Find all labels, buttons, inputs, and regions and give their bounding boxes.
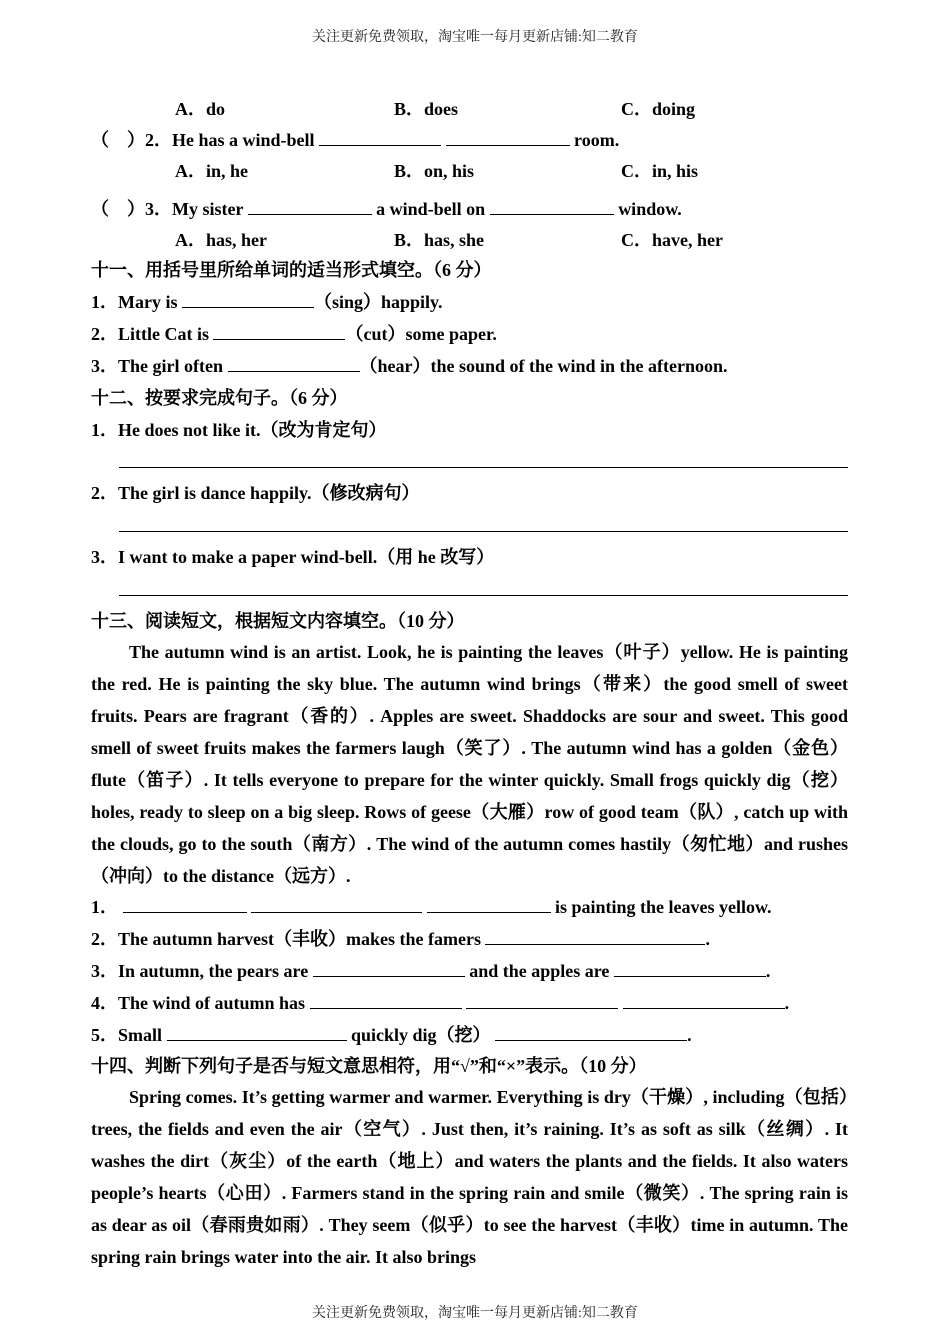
s11-post-3: （hear）the sound of the wind in the afternoon. (359, 356, 728, 376)
s13-q4-blank-2[interactable] (466, 993, 618, 1009)
s13-q5-pre: Small (118, 1025, 163, 1045)
q2-option-a: A．in, he (175, 161, 249, 181)
q1-option-c: C．doing (621, 99, 696, 119)
s12-item-2: 2．The girl is dance happily.（修改病句） (91, 483, 420, 503)
q3-prefix: （ ）3．My sister (91, 199, 244, 219)
s13-q3-blank-2[interactable] (614, 961, 766, 977)
s13-q3-num: 3． (91, 961, 118, 981)
s13-q1-blank-3[interactable] (427, 897, 551, 913)
s13-q2 (91, 927, 710, 951)
s13-q2-blank[interactable] (485, 929, 705, 945)
page-header-note: 关注更新免费领取，淘宝唯一每月更新店铺:知二教育 (312, 30, 638, 45)
s11-blank-2[interactable] (213, 324, 345, 340)
q2-prefix: （ ）2．He has a wind-bell (91, 130, 315, 150)
q3-blank-1[interactable] (248, 199, 372, 215)
q2-blank-2[interactable] (446, 130, 570, 146)
q3-option-a: A．has, her (175, 230, 268, 250)
s12-answer-line-2[interactable] (119, 531, 848, 532)
s13-q4-post: . (784, 993, 790, 1013)
s13-q5-mid: quickly dig（挖） (351, 1025, 491, 1045)
q3-mid: a wind-bell on (376, 199, 486, 219)
s11-item-3 (91, 354, 848, 378)
s12-item-1: 1．He does not like it.（改为肯定句） (91, 420, 387, 440)
s12-answer-line-1[interactable] (119, 467, 848, 468)
q3-blank-2[interactable] (490, 199, 614, 215)
q2-blank-1[interactable] (319, 130, 441, 146)
s11-num-3: 3． (91, 356, 118, 376)
mc-question-2 (91, 128, 848, 152)
q2-option-b: B．on, his (394, 161, 475, 181)
s11-pre-1: Mary is (118, 292, 178, 312)
section-14-title: 十四、判断下列句子是否与短文意思相符，用“√”和“×”表示。（10 分） (91, 1056, 647, 1076)
section-13-title: 十三、阅读短文，根据短文内容填空。（10 分） (91, 611, 465, 631)
section-14-passage: Spring comes. It’s getting warmer and warmer. Everything is dry（干燥）, including（包括）trees, the fields and even the air（空气）. Just then, it’s raining. It’s as soft as silk（丝绸）. It washes the dirt（灰尘）of the earth（地上）and waters the plants and the fields. It also waters people’s hearts（心田）. Farmers stand in the spring rain and smile（微笑）. The spring rain is as dear as oil（春雨贵如雨）. They seem（似乎）to see the harvest（丰收）time in autumn. The spring rain brings water into the air. It also brings (91, 1087, 848, 1267)
s12-answer-line-3[interactable] (119, 595, 848, 596)
s11-item-1 (91, 290, 848, 314)
s13-q1-num: 1． (91, 897, 118, 917)
s13-q1 (91, 895, 772, 919)
mc-question-3 (91, 197, 848, 221)
s13-q4-num: 4． (91, 993, 118, 1013)
q2-option-c: C．in, his (621, 161, 699, 181)
page-footer-note: 关注更新免费领取，淘宝唯一每月更新店铺:知二教育 (312, 1306, 638, 1321)
s13-q1-blank-2[interactable] (251, 897, 422, 913)
s13-q4-blank-3[interactable] (623, 993, 785, 1009)
s13-q4-blank-1[interactable] (310, 993, 462, 1009)
q3-suffix: window. (618, 199, 682, 219)
s13-q5-post: . (687, 1025, 692, 1045)
s11-item-2 (91, 322, 848, 346)
s11-num-1: 1． (91, 292, 118, 312)
section-13-passage: The autumn wind is an artist. Look, he is painting the leaves（叶子）yellow. He is painting the red. He is painting the sky blue. The autumn wind brings（带来）the good smell of sweet fruits. Pears are fragrant（香的）. Apples are sweet. Shaddocks are sour and sweet. This good smell of sweet fruits makes the farmers laugh（笑了）. The autumn wind has a golden（金色）flute（笛子）. It tells everyone to prepare for the winter quickly. Small frogs quickly dig（挖）holes, ready to sleep on a big sleep. Rows of geese（大雁）row of good team（队）, catch up with the clouds, go to the south（南方）. The wind of the autumn comes hastily（匆忙地）and rushes（冲向）to the distance（远方）. (91, 642, 848, 886)
s13-q3-mid: and the apples are (469, 961, 610, 981)
s11-pre-3: The girl often (118, 356, 223, 376)
q3-option-b: B．has, she (394, 230, 485, 250)
s13-q2-num: 2． (91, 929, 118, 949)
s11-blank-3[interactable] (228, 356, 360, 372)
s13-q5-blank-2[interactable] (495, 1025, 687, 1041)
s13-q5-num: 5． (91, 1025, 118, 1045)
s11-num-2: 2． (91, 324, 118, 344)
section-12-title: 十二、按要求完成句子。（6 分） (91, 388, 348, 408)
s13-q4-pre: The wind of autumn has (118, 993, 306, 1013)
section-11-title: 十一、用括号里所给单词的适当形式填空。（6 分） (91, 260, 492, 280)
s13-q1-post: is painting the leaves yellow. (555, 897, 772, 917)
s13-q3-post: . (765, 961, 771, 981)
s13-q3-blank-1[interactable] (313, 961, 465, 977)
q1-option-b: B．does (394, 99, 459, 119)
s11-post-1: （sing）happily. (313, 292, 443, 312)
q1-option-a: A．do (175, 99, 226, 119)
s13-q2-pre: The autumn harvest（丰收）makes the famers (118, 929, 481, 949)
s11-blank-1[interactable] (182, 292, 314, 308)
s13-q2-post: . (705, 929, 710, 949)
s13-q5 (91, 1023, 692, 1047)
s13-q1-blank-1[interactable] (123, 897, 247, 913)
s13-q5-blank-1[interactable] (167, 1025, 347, 1041)
q2-suffix: room. (574, 130, 620, 150)
s12-item-3: 3．I want to make a paper wind-bell.（用 he 改写） (91, 547, 495, 567)
s11-pre-2: Little Cat is (118, 324, 209, 344)
s13-q4 (91, 991, 789, 1015)
s13-q3-pre: In autumn, the pears are (118, 961, 309, 981)
s11-post-2: （cut）some paper. (345, 324, 497, 344)
q3-option-c: C．have, her (621, 230, 723, 250)
s13-q3 (91, 959, 770, 983)
